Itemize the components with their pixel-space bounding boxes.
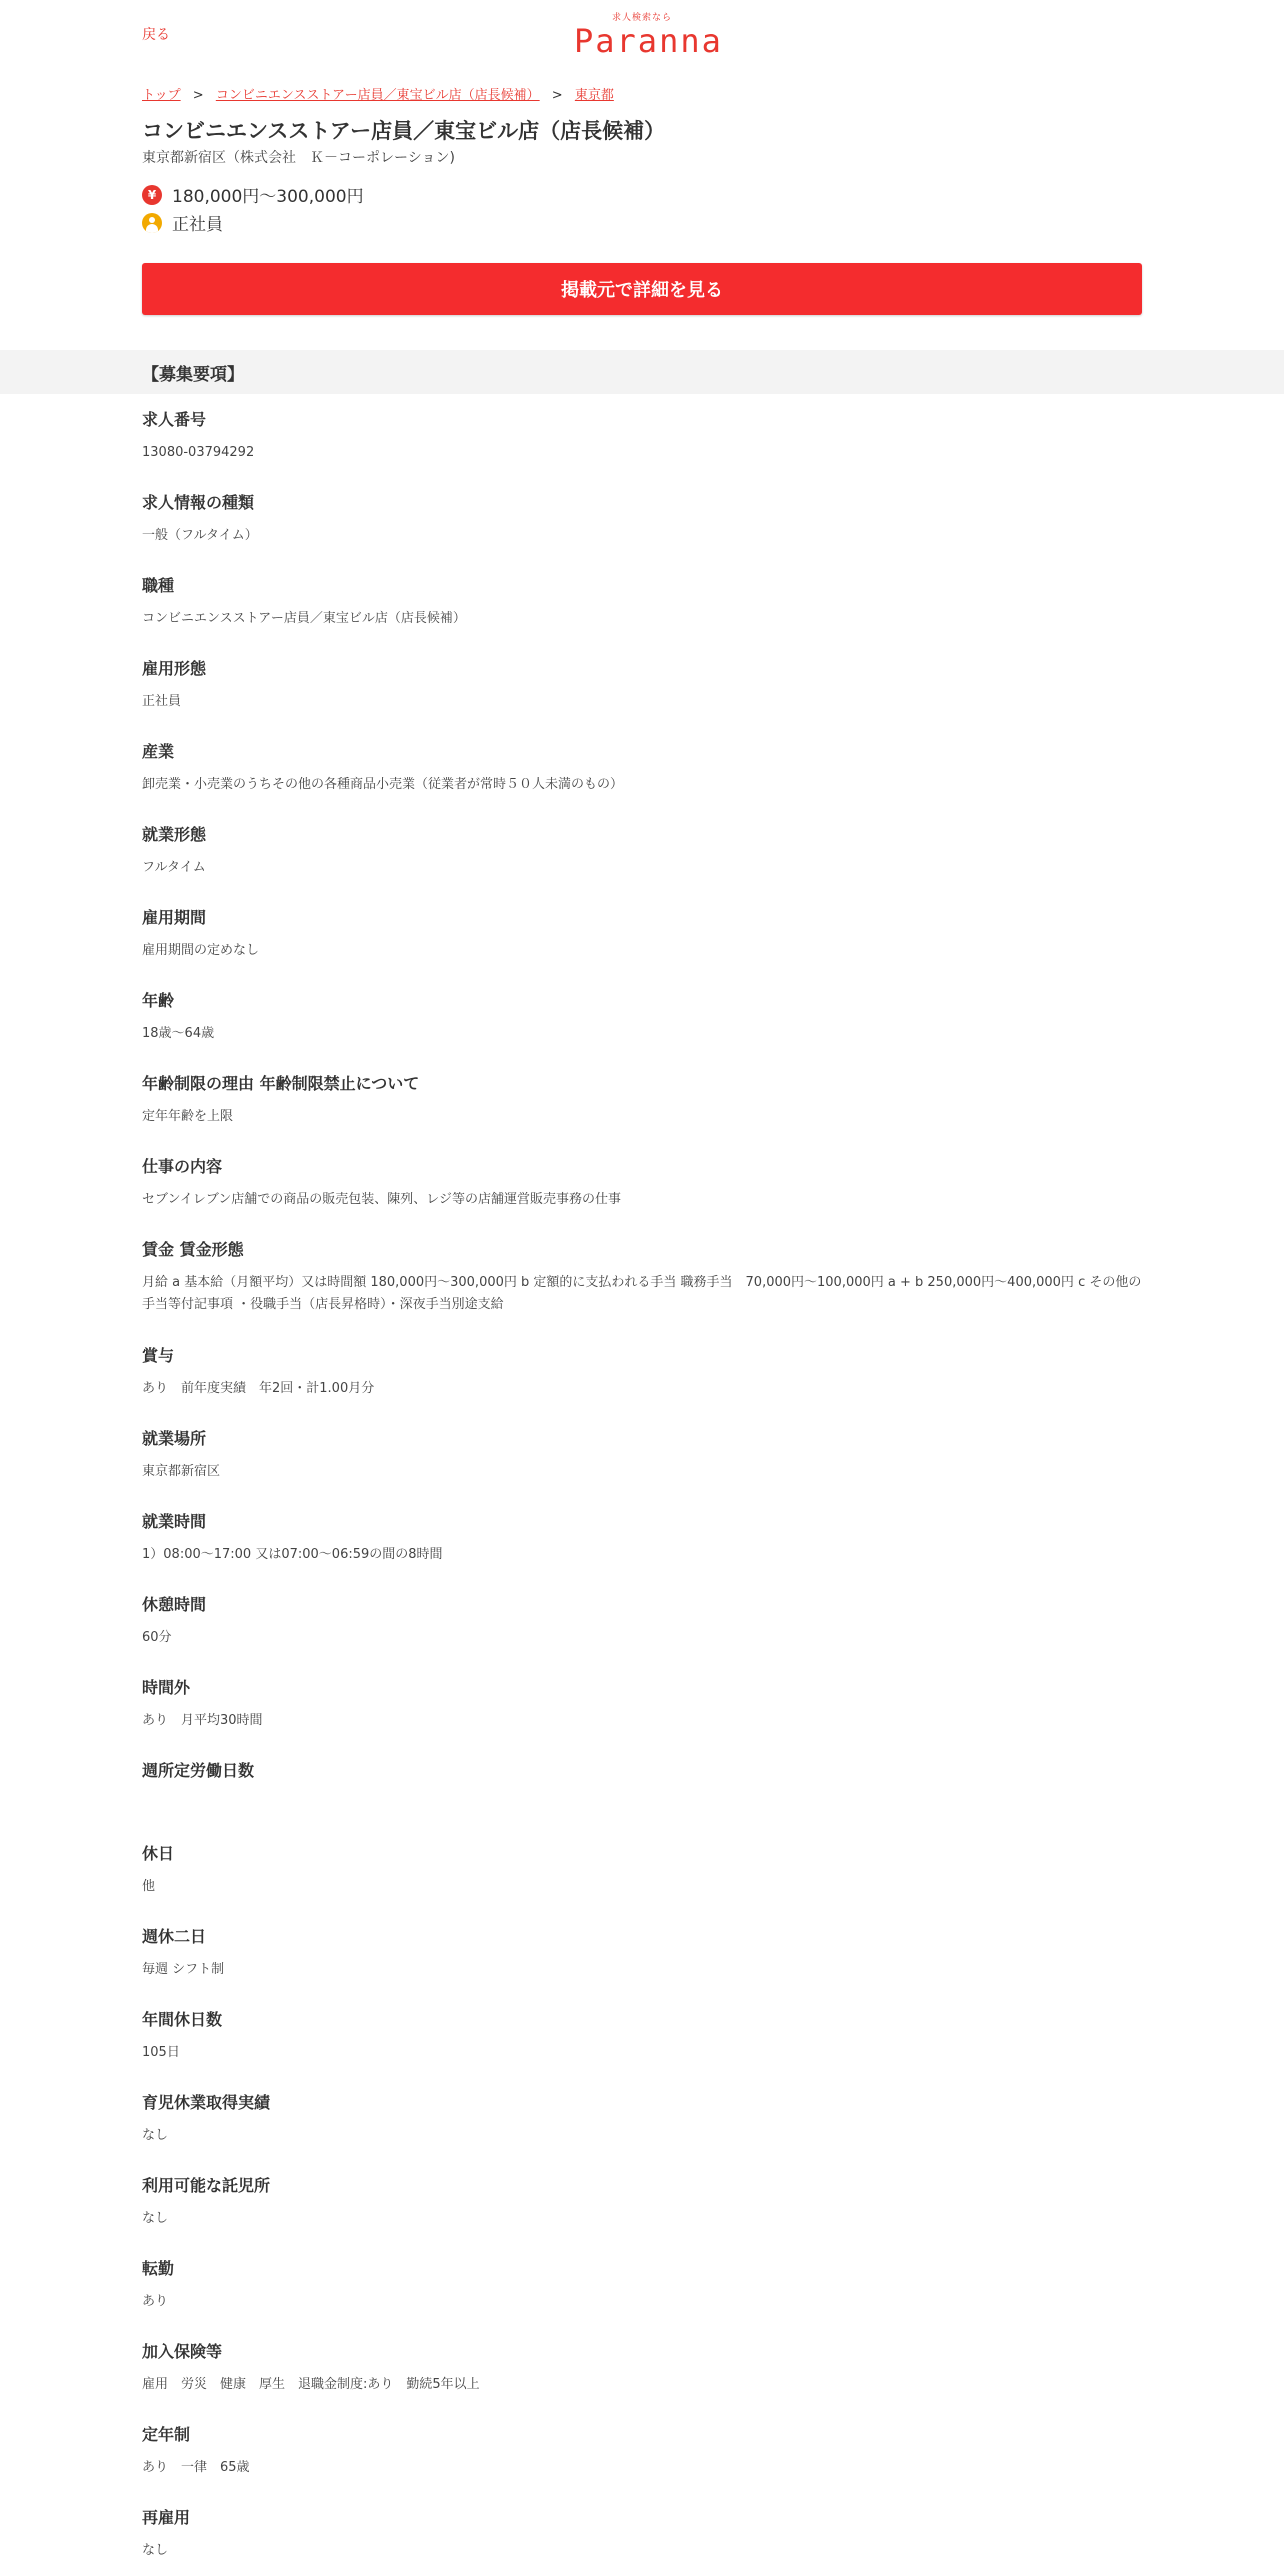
field-value: なし — [142, 2543, 169, 2558]
field-label: 休日 — [142, 1844, 175, 1863]
breadcrumb-separator: > — [192, 88, 204, 103]
field-value: 13080-03794292 — [142, 445, 255, 460]
logo-tagline: 求人検索なら — [611, 13, 672, 23]
field-label: 加入保険等 — [142, 2342, 223, 2361]
field-value: あり 前年度実績 年2回・計1.00月分 — [142, 1381, 375, 1396]
employment-type-value: 正社員 — [172, 215, 223, 235]
field-value: 東京都新宿区 — [142, 1464, 221, 1479]
field-label: 求人番号 — [142, 410, 207, 429]
field-holidays — [142, 1844, 1142, 1927]
field-label: 週休二日 — [142, 1927, 207, 1946]
field-label: 転勤 — [142, 2259, 175, 2278]
field-insurance — [142, 2342, 1142, 2425]
field-two-day-weekend — [142, 1927, 1142, 2010]
field-value: なし — [142, 2128, 169, 2143]
recruitment-section-header — [0, 350, 1284, 394]
field-value: あり — [142, 2294, 169, 2309]
field-label: 休憩時間 — [142, 1595, 207, 1614]
field-daycare — [142, 2176, 1142, 2259]
field-label: 雇用形態 — [142, 659, 207, 678]
field-childcare-leave — [142, 2093, 1142, 2176]
employment-type-row — [142, 210, 223, 235]
field-industry — [142, 742, 1142, 825]
field-weekly-workdays — [142, 1761, 1142, 1844]
field-job-number — [142, 410, 1142, 493]
field-label: 求人情報の種類 — [142, 493, 255, 512]
field-value: セブンイレブン店舗での商品の販売包装、陳列、レジ等の店舗運営販売事務の仕事 — [142, 1192, 621, 1207]
field-label: 就業形態 — [142, 825, 207, 844]
field-label: 就業時間 — [142, 1512, 207, 1531]
salary-row — [142, 182, 364, 207]
field-label: 職種 — [142, 576, 175, 595]
field-work-location — [142, 1429, 1142, 1512]
field-value: 105日 — [142, 2045, 180, 2060]
field-value: あり 一律 65歳 — [142, 2460, 250, 2475]
field-value: 雇用期間の定めなし — [142, 943, 260, 958]
field-label: 再雇用 — [142, 2508, 191, 2527]
field-overtime — [142, 1678, 1142, 1761]
field-value: なし — [142, 2211, 169, 2226]
field-value: 雇用 労災 健康 厚生 退職金制度:あり 勤続5年以上 — [142, 2377, 480, 2392]
back-link[interactable]: 戻る — [142, 27, 170, 43]
field-value: あり 月平均30時間 — [142, 1713, 263, 1728]
field-age-limit-reason — [142, 1074, 1142, 1157]
salary-value: 180,000円～300,000円 — [172, 187, 364, 207]
field-value: 卸売業・小売業のうちその他の各種商品小売業（従業者が常時５０人未満のもの） — [142, 777, 624, 792]
field-retirement-age — [142, 2425, 1142, 2508]
field-label: 時間外 — [142, 1678, 191, 1697]
field-value: 一般（フルタイム） — [142, 528, 258, 543]
breadcrumb-item-prefecture[interactable]: 東京都 — [574, 88, 614, 103]
field-label: 週所定労働日数 — [142, 1761, 255, 1780]
field-value: 月給 a 基本給（月額平均）又は時間額 180,000円～300,000円 b 定額的に支払われる手当 職務手当 70,000円～100,000円 a + b 250,000円～400,000円 c その他の手当等付記事項 ・役職手当（店長昇格時）・深夜手当別途支給 — [142, 1275, 1142, 1312]
field-value: 18歳～64歳 — [142, 1026, 215, 1041]
breadcrumb-item-top[interactable]: トップ — [142, 88, 181, 103]
field-age — [142, 991, 1142, 1074]
field-label: 仕事の内容 — [142, 1157, 223, 1176]
section-title: 【募集要項】 — [142, 365, 244, 385]
field-label: 賞与 — [142, 1346, 175, 1365]
field-occupation — [142, 576, 1142, 659]
field-label: 育児休業取得実績 — [142, 2093, 271, 2112]
field-label: 賃金 賃金形態 — [142, 1240, 244, 1259]
field-value: コンビニエンスストアー店員／東宝ビル店（店長候補） — [142, 611, 466, 626]
field-value: 1）08:00～17:00 又は07:00～06:59の間の8時間 — [142, 1547, 443, 1562]
field-label: 定年制 — [142, 2425, 191, 2444]
field-value: 正社員 — [142, 694, 182, 709]
field-reemployment — [142, 2508, 1142, 2568]
field-work-hours — [142, 1512, 1142, 1595]
job-title: コンビニエンスストアー店員／東宝ビル店（店長候補） — [142, 119, 666, 143]
person-icon — [142, 213, 162, 233]
field-listing-type — [142, 493, 1142, 576]
field-transfer — [142, 2259, 1142, 2342]
field-label: 産業 — [142, 742, 175, 761]
field-job-description — [142, 1157, 1142, 1240]
field-label: 年齢制限の理由 年齢制限禁止について — [142, 1074, 420, 1093]
field-label: 利用可能な託児所 — [142, 2176, 271, 2195]
site-logo[interactable] — [574, 12, 723, 60]
field-break-time — [142, 1595, 1142, 1678]
field-value: 60分 — [142, 1630, 172, 1645]
header — [0, 0, 1284, 60]
company-location: 東京都新宿区（株式会社 Ｋ－コーポレーション) — [142, 150, 455, 166]
field-value: 定年年齢を上限 — [142, 1109, 234, 1124]
breadcrumb — [142, 84, 614, 103]
field-value: フルタイム — [142, 860, 206, 875]
field-value: 他 — [142, 1879, 156, 1894]
field-label: 就業場所 — [142, 1429, 207, 1448]
field-label: 年間休日数 — [142, 2010, 223, 2029]
field-label: 雇用期間 — [142, 908, 207, 927]
field-annual-holidays — [142, 2010, 1142, 2093]
field-label: 年齢 — [142, 991, 175, 1010]
recruitment-fields — [142, 410, 1142, 2568]
view-source-details-button[interactable]: 掲載元で詳細を見る — [142, 263, 1142, 315]
field-value: 毎週 シフト制 — [142, 1962, 225, 1977]
breadcrumb-item-job[interactable]: コンビニエンスストアー店員／東宝ビル店（店長候補） — [215, 88, 540, 103]
field-bonus — [142, 1346, 1142, 1429]
logo-wordmark: Paranna — [574, 22, 723, 60]
field-work-style — [142, 825, 1142, 908]
yen-icon: ¥ — [142, 185, 162, 205]
breadcrumb-separator: > — [551, 88, 563, 103]
field-wage — [142, 1240, 1142, 1346]
field-employment-period — [142, 908, 1142, 991]
field-employment-type — [142, 659, 1142, 742]
